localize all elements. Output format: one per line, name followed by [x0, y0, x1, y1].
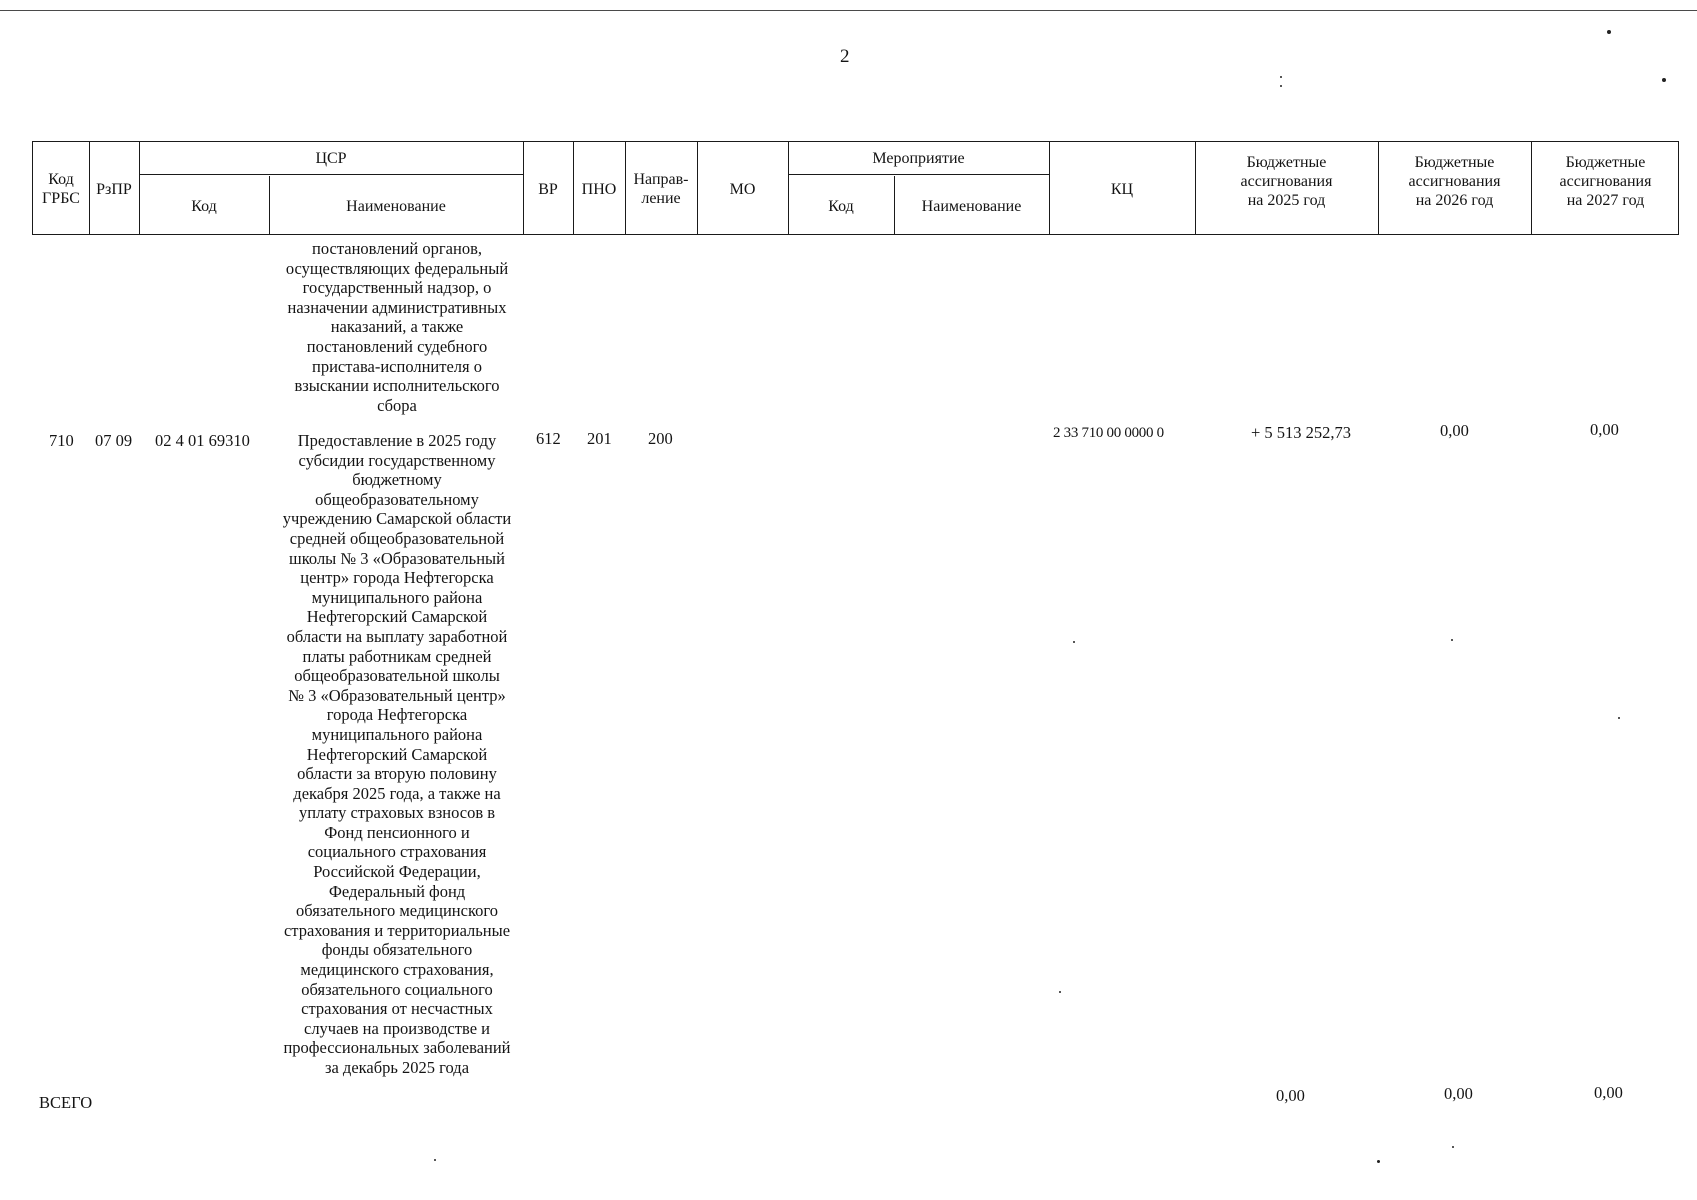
- row-csr-name: Предоставление в 2025 году субсидии государственному бюджетному общеобразовательному учреждению Самарской области средней общеобразовательной школы № 3 «Образовательный центр» города Нефтегорска муниципального района Нефтегорский Самарской области на выплату заработной платы работникам средней общеобразовательной школы № 3 «Образовательный центр» города Нефтегорска муниципального района Нефтегорский Самарской области за вторую половину декабря 2025 года, а также на уплату страховых взносов в Фонд пенсионного и социального страхования Российской Федерации, Федеральный фонд обязательного медицинского страхования и территориальные фонды обязательного медицинского страхования, обязательного социального страхования от несчастных случаев на производстве и профессиональных заболеваний за декабрь 2025 года: [282, 431, 512, 1077]
- header-meropriyatie: Мероприятие: [872, 149, 965, 167]
- continuation-name: постановлений органов, осуществляющих федеральный государственный надзор, о назначении административных наказаний, а также постановлений судебного пристава-исполнителя о взыскании исполнительского сбора: [285, 239, 509, 415]
- scan-speck: [1377, 1160, 1380, 1163]
- page-number: 2: [840, 46, 850, 67]
- header-rzpr: РзПР: [96, 180, 132, 198]
- row-napravlenie: 200: [648, 429, 673, 448]
- table-header: [32, 141, 1679, 235]
- scan-speck: [434, 1159, 436, 1161]
- row-budget-2027: 0,00: [1590, 420, 1619, 439]
- header-mo: МО: [729, 180, 756, 198]
- scan-speck: [1451, 639, 1453, 641]
- scan-speck: [1280, 76, 1282, 78]
- header-pno: ПНО: [581, 180, 617, 198]
- header-napravlenie: Направ- ление: [633, 171, 689, 207]
- row-kod-grbs: 710: [49, 431, 74, 450]
- header-budget-2027: Бюджетные ассигнования на 2027 год: [1559, 153, 1652, 209]
- scan-speck: [1059, 991, 1061, 993]
- scan-speck: [1280, 85, 1282, 87]
- header-kod-grbs: Код ГРБС: [42, 171, 80, 207]
- scan-speck: [1607, 30, 1611, 34]
- row-budget-2026: 0,00: [1440, 421, 1469, 440]
- header-budget-2026: Бюджетные ассигнования на 2026 год: [1408, 153, 1501, 209]
- scan-speck: [1662, 78, 1666, 82]
- row-budget-2025: + 5 513 252,73: [1251, 423, 1352, 442]
- header-vr: ВР: [538, 180, 558, 198]
- scan-speck: [1073, 641, 1075, 643]
- scan-speck: [1452, 1146, 1454, 1148]
- total-budget-2026: 0,00: [1444, 1084, 1473, 1103]
- row-kc: 2 33 710 00 0000 0: [1053, 425, 1164, 441]
- header-mer-kod: Код: [828, 197, 854, 215]
- header-csr-name: Наименование: [346, 197, 446, 215]
- scan-speck: [1618, 717, 1620, 719]
- header-mer-name: Наименование: [921, 197, 1022, 215]
- row-csr-kod: 02 4 01 69310: [155, 431, 250, 450]
- row-rzpr: 07 09: [95, 431, 133, 450]
- top-rule: [0, 10, 1697, 11]
- row-pno: 201: [587, 429, 612, 448]
- total-label: ВСЕГО: [39, 1093, 93, 1112]
- row-vr: 612: [536, 429, 561, 448]
- header-csr-kod: Код: [191, 197, 217, 215]
- header-budget-2025: Бюджетные ассигнования на 2025 год: [1240, 153, 1333, 209]
- total-budget-2027: 0,00: [1594, 1083, 1623, 1102]
- header-kc: КЦ: [1110, 180, 1134, 198]
- total-budget-2025: 0,00: [1276, 1086, 1305, 1105]
- header-csr: ЦСР: [315, 149, 347, 167]
